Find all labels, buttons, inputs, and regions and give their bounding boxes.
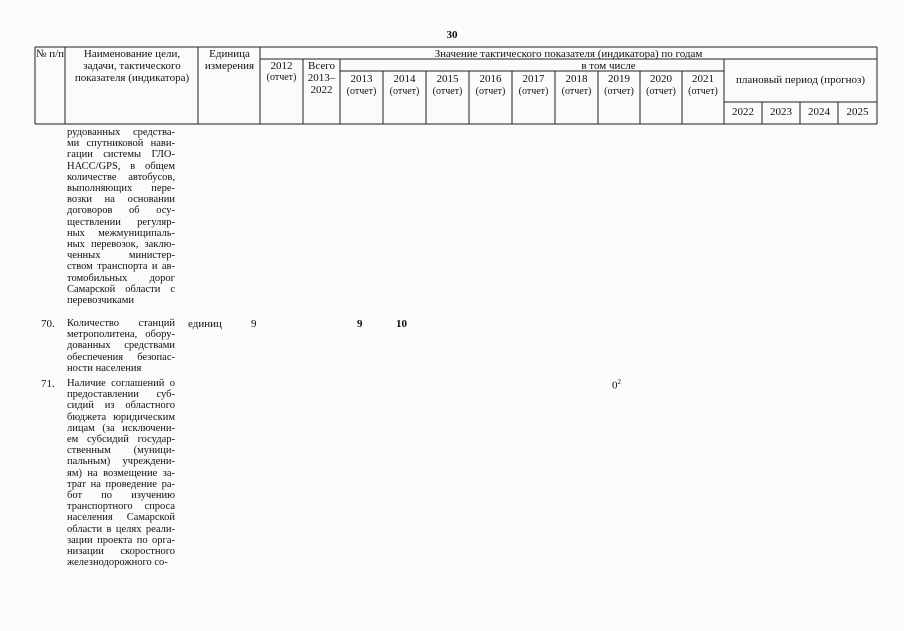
header-year-1: 2014 [393,73,416,85]
header-year-sub-2: (отчет) [432,86,463,97]
header-year-sub-8: (отчет) [688,86,718,97]
header-year-sub-6: (отчет) [604,86,634,97]
header-plan-year-1: 2023 [770,106,792,118]
page-number: 30 [446,29,458,41]
header-year-8: 2021 [692,73,714,85]
header-col-unit: Единица измерения [204,48,255,72]
header-year-4: 2017 [522,73,545,85]
row70-number: 70. [41,318,55,330]
header-col-number: № п/п [35,48,65,60]
header-year-sub-1: (отчет) [389,86,420,97]
header-col-incl: в том числе [581,60,636,72]
row71-value-2019-main: 0 [612,379,618,392]
header-year-0: 2013 [350,73,373,85]
row-continuation-text: рудованных средства-ми спутниковой нави-гации системы ГЛО-НАСС/GPS, в общем количестве автобусов, выполняющих пере-возки на основании договоров об осу-ществлении регуляр-ных межмуниципаль-ных перевозок, заклю-ченных министер-ством транспорта и ав-томобильных дорог Самарской области с перевозчиками [67,127,175,307]
header-plan-year-3: 2025 [846,106,869,118]
row70-unit: единиц [188,318,222,330]
row71-number: 71. [41,378,55,390]
header-year-2: 2015 [436,73,459,85]
header-col-2012-sub: (отчет) [266,72,297,83]
row70-name: Количество станций метрополитена, обору-дованных средствами обеспечения безопас-ности населения [67,318,175,374]
row71-value-2019-footnote: 2 [617,378,621,386]
header-year-3: 2016 [479,73,502,85]
row70-value-2012: 9 [251,318,257,330]
row71-value-2019 [612,378,621,392]
header-year-sub-3: (отчет) [475,86,506,97]
header-plan-year-2: 2024 [808,106,830,118]
row71-name: Наличие соглашений о предоставлении суб-сидий из областного бюджета юридическим лицам (за исключени-ем субсидий государ-ственным (муници-пальным) учреждени-ям) на возмещение за-трат на проведение ра-бот по изучению транспортного спроса населения Самарской области в целях реали-зации проекта по орга-низации скоростного железнодорожного со- [67,378,175,569]
header-col-name: Наименование цели, задачи, тактического показателя (индикатора) [74,48,190,84]
header-year-sub-5: (отчет) [561,86,592,97]
header-col-2012: 2012 [270,60,293,72]
header-col-total: Всего 2013–2022 [307,60,336,96]
header-year-7: 2020 [650,73,672,85]
header-year-sub-7: (отчет) [646,86,676,97]
header-plan-year-0: 2022 [732,106,754,118]
header-year-sub-4: (отчет) [518,86,549,97]
row70-value-2013: 9 [357,318,363,330]
header-year-6: 2019 [608,73,630,85]
row70-value-2014: 10 [396,318,407,330]
header-col-plan: плановый период (прогноз) [735,74,865,86]
header-col-values-title: Значение тактического показателя (индикатора) по годам [434,48,703,60]
header-year-sub-0: (отчет) [346,86,377,97]
header-year-5: 2018 [565,73,588,85]
